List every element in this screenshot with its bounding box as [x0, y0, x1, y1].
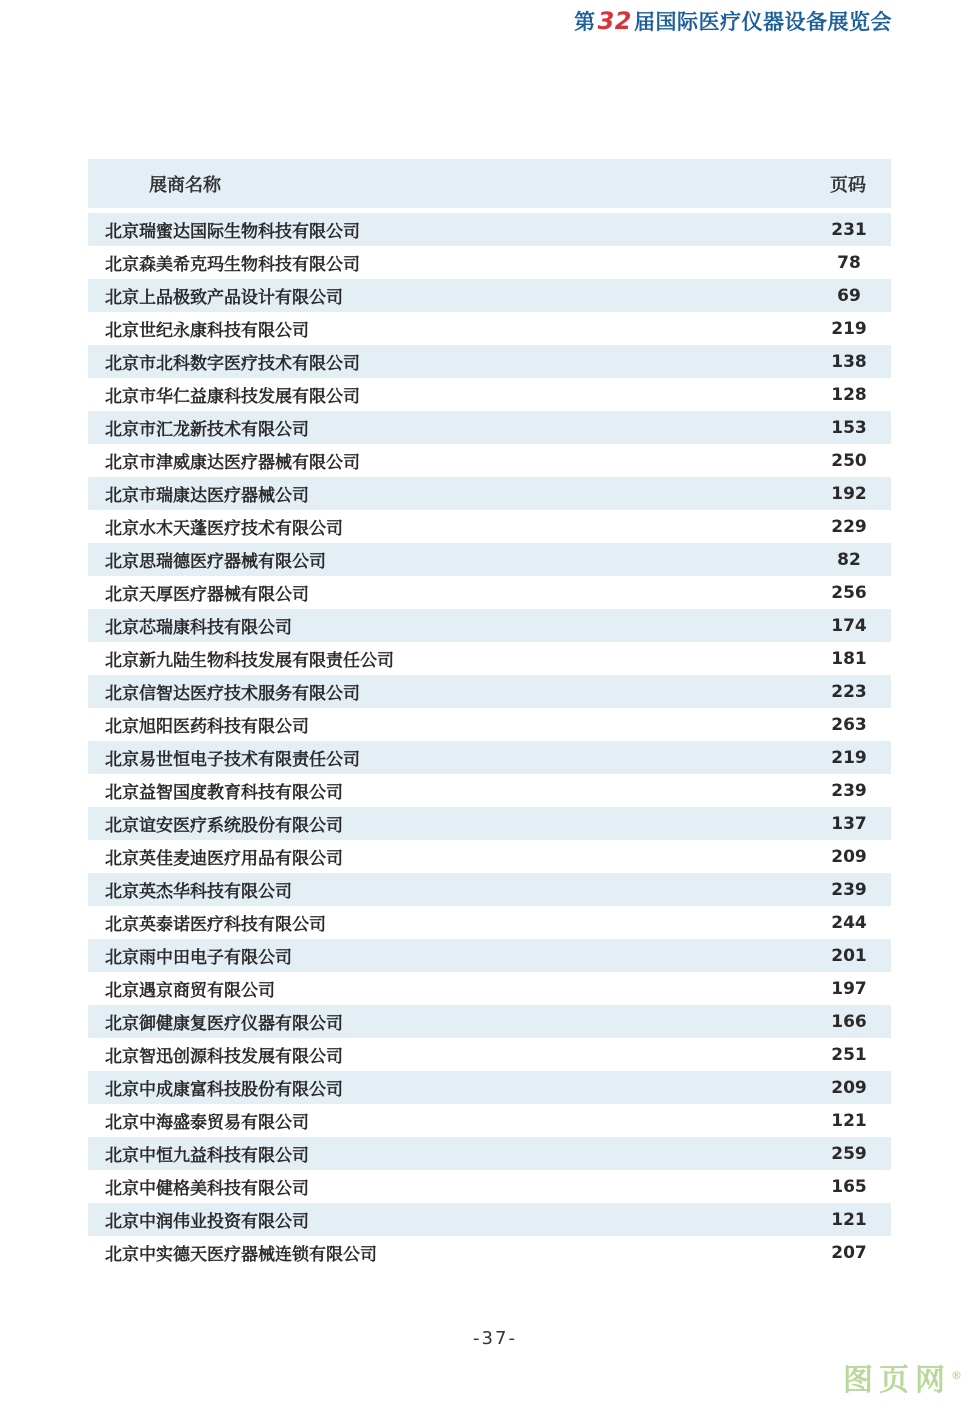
table-row — [88, 345, 891, 378]
exhibitor-page: 121 — [831, 1209, 867, 1230]
table-row — [88, 576, 891, 609]
exhibitor-page: 250 — [831, 450, 867, 471]
exhibitor-name: 北京英佳麦迪医疗用品有限公司 — [105, 849, 343, 869]
exhibitor-name: 北京市北科数字医疗技术有限公司 — [105, 354, 360, 374]
table-row — [88, 1104, 891, 1137]
exhibitor-page: 209 — [831, 1077, 867, 1098]
exhibitor-page: 128 — [831, 384, 867, 405]
exhibitor-page: 251 — [831, 1044, 867, 1065]
exhibition-title — [574, 6, 892, 36]
column-header-page: 页码 — [830, 174, 866, 196]
table-row — [88, 279, 891, 312]
table-row — [88, 873, 891, 906]
table-row — [88, 1038, 891, 1071]
table-row — [88, 1236, 891, 1269]
exhibitor-page: 219 — [831, 318, 867, 339]
exhibitor-name: 北京上品极致产品设计有限公司 — [105, 288, 343, 308]
exhibitor-page: 263 — [831, 714, 867, 735]
exhibitor-name: 北京遇京商贸有限公司 — [105, 981, 275, 1001]
table-row — [88, 642, 891, 675]
exhibitor-page: 153 — [831, 417, 867, 438]
exhibitor-name: 北京信智达医疗技术服务有限公司 — [105, 684, 360, 704]
exhibitor-page: 229 — [831, 516, 867, 537]
exhibitor-name: 北京英泰诺医疗科技有限公司 — [105, 915, 326, 935]
title-prefix: 第 — [574, 10, 596, 34]
title-suffix: 届国际医疗仪器设备展览会 — [634, 10, 892, 34]
watermark-text: 图页网 — [843, 1363, 951, 1398]
table-row — [88, 246, 891, 279]
exhibitor-name: 北京中恒九益科技有限公司 — [105, 1146, 309, 1166]
table-row — [88, 939, 891, 972]
exhibitor-page: 82 — [837, 549, 861, 570]
table-row — [88, 708, 891, 741]
exhibitor-name: 北京思瑞德医疗器械有限公司 — [105, 552, 326, 572]
exhibitor-name: 北京市瑞康达医疗器械公司 — [105, 486, 309, 506]
table-row — [88, 411, 891, 444]
exhibitor-page: 244 — [831, 912, 867, 933]
edition-number: 32 — [597, 7, 632, 35]
exhibitor-name: 北京益智国度教育科技有限公司 — [105, 783, 343, 803]
exhibitor-page: 197 — [831, 978, 867, 999]
exhibitor-name: 北京水木天蓬医疗技术有限公司 — [105, 519, 343, 539]
exhibitor-name: 北京御健康复医疗仪器有限公司 — [105, 1014, 343, 1034]
exhibitor-page: 138 — [831, 351, 867, 372]
table-row — [88, 1170, 891, 1203]
exhibitor-page: 239 — [831, 879, 867, 900]
exhibitor-name: 北京英杰华科技有限公司 — [105, 882, 292, 902]
table-row — [88, 807, 891, 840]
exhibitor-page: 239 — [831, 780, 867, 801]
exhibitor-page: 259 — [831, 1143, 867, 1164]
table-row — [88, 1137, 891, 1170]
table-row — [88, 972, 891, 1005]
exhibitor-page: 219 — [831, 747, 867, 768]
table-row — [88, 1203, 891, 1236]
exhibitor-name: 北京中海盛泰贸易有限公司 — [105, 1113, 309, 1133]
exhibitor-page: 256 — [831, 582, 867, 603]
exhibitor-page: 181 — [831, 648, 867, 669]
watermark-logo — [843, 1355, 962, 1399]
exhibitor-page: 165 — [831, 1176, 867, 1197]
exhibitor-name: 北京中健格美科技有限公司 — [105, 1179, 309, 1199]
table-row — [88, 477, 891, 510]
exhibitor-page: 137 — [831, 813, 867, 834]
table-row — [88, 543, 891, 576]
page-number: -37- — [473, 1328, 517, 1349]
table-row — [88, 741, 891, 774]
exhibitor-name: 北京市津威康达医疗器械有限公司 — [105, 453, 360, 473]
column-header-exhibitor: 展商名称 — [149, 174, 221, 196]
exhibitor-name: 北京瑞蜜达国际生物科技有限公司 — [105, 222, 360, 242]
table-row — [88, 510, 891, 543]
exhibitor-name: 北京市华仁益康科技发展有限公司 — [105, 387, 360, 407]
exhibitor-name: 北京世纪永康科技有限公司 — [105, 321, 309, 341]
table-row — [88, 312, 891, 345]
table-row — [88, 378, 891, 411]
exhibitor-page: 207 — [831, 1242, 867, 1263]
exhibitor-name: 北京旭阳医药科技有限公司 — [105, 717, 309, 737]
exhibitor-name: 北京中实德天医疗器械连锁有限公司 — [105, 1245, 377, 1265]
table-row — [88, 840, 891, 873]
exhibitor-list — [88, 213, 891, 1269]
table-row — [88, 609, 891, 642]
exhibitor-name: 北京雨中田电子有限公司 — [105, 948, 292, 968]
exhibitor-page: 223 — [831, 681, 867, 702]
exhibitor-name: 北京天厚医疗器械有限公司 — [105, 585, 309, 605]
exhibitor-name: 北京谊安医疗系统股份有限公司 — [105, 816, 343, 836]
table-row — [88, 675, 891, 708]
exhibitor-page: 121 — [831, 1110, 867, 1131]
exhibitor-name: 北京中成康富科技股份有限公司 — [105, 1080, 343, 1100]
exhibitor-page: 231 — [831, 219, 867, 240]
table-row — [88, 774, 891, 807]
exhibitor-name: 北京森美希克玛生物科技有限公司 — [105, 255, 360, 275]
exhibitor-page: 209 — [831, 846, 867, 867]
table-row — [88, 1071, 891, 1104]
exhibitor-name: 北京智迅创源科技发展有限公司 — [105, 1047, 343, 1067]
exhibitor-page: 166 — [831, 1011, 867, 1032]
exhibitor-page: 78 — [837, 252, 861, 273]
exhibitor-name: 北京市汇龙新技术有限公司 — [105, 420, 309, 440]
exhibitor-page: 192 — [831, 483, 867, 504]
registered-mark: ® — [951, 1369, 962, 1382]
exhibitor-name: 北京新九陆生物科技发展有限责任公司 — [105, 651, 394, 671]
exhibitor-page: 201 — [831, 945, 867, 966]
exhibitor-name: 北京易世恒电子技术有限责任公司 — [105, 750, 360, 770]
table-row — [88, 1005, 891, 1038]
table-row — [88, 444, 891, 477]
table-row — [88, 213, 891, 246]
table-row — [88, 906, 891, 939]
exhibitor-name: 北京芯瑞康科技有限公司 — [105, 618, 292, 638]
table-header — [88, 159, 891, 208]
exhibitor-name: 北京中润伟业投资有限公司 — [105, 1212, 309, 1232]
exhibitor-page: 69 — [837, 285, 861, 306]
exhibitor-page: 174 — [831, 615, 867, 636]
